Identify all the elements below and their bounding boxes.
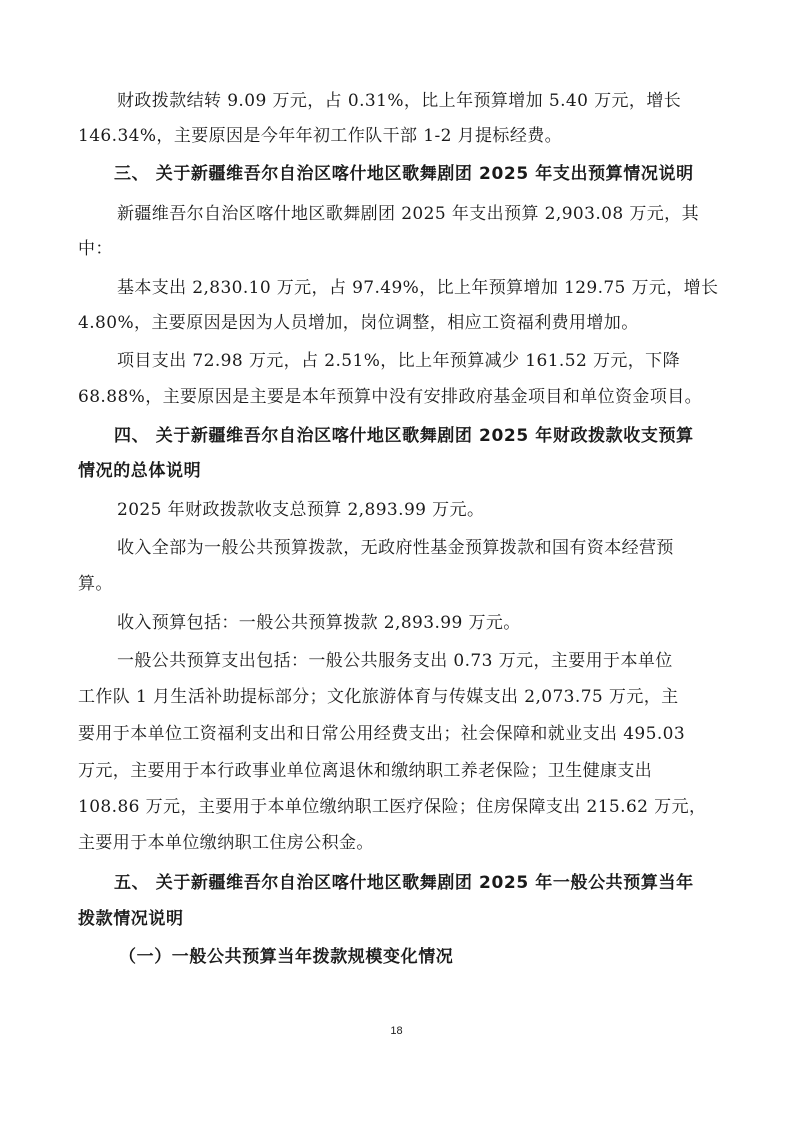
paragraph-line: 收入全部为一般公共预算拨款，无政府性基金预算拨款和国有资本经营预	[117, 538, 674, 558]
paragraph-line: 主要用于本单位缴纳职工住房公积金。	[78, 833, 374, 853]
paragraph-line: 中：	[78, 239, 113, 259]
section-heading-5: 五、 关于新疆维吾尔自治区喀什地区歌舞剧团 2025 年一般公共预算当年	[114, 873, 694, 893]
paragraph-line: 财政拨款结转 9.09 万元，占 0.31%，比上年预算增加 5.40 万元，增长	[117, 91, 682, 111]
paragraph-line: 4.80%，主要原因是因为人员增加，岗位调整，相应工资福利费用增加。	[78, 313, 639, 333]
paragraph-line: 要用于本单位工资福利支出和日常公用经费支出；社会保障和就业支出 495.03	[78, 724, 686, 744]
page-number: 18	[390, 1025, 403, 1037]
paragraph-line: 108.86 万元，主要用于本单位缴纳职工医疗保险；住房保障支出 215.62 万元，	[78, 797, 707, 817]
paragraph-line: 工作队 1 月生活补助提标部分；文化旅游体育与传媒支出 2,073.75 万元，主	[78, 687, 679, 707]
paragraph-line: 新疆维吾尔自治区喀什地区歌舞剧团 2025 年支出预算 2,903.08 万元，其	[117, 204, 699, 224]
paragraph-line: 146.34%，主要原因是今年年初工作队干部 1-2 月提标经费。	[78, 126, 563, 146]
paragraph-line: 算。	[78, 574, 113, 594]
paragraph-line: 基本支出 2,830.10 万元，占 97.49%，比上年预算增加 129.75 万元，增长	[117, 278, 719, 298]
paragraph-line: 收入预算包括：一般公共预算拨款 2,893.99 万元。	[117, 613, 521, 633]
paragraph-line: 项目支出 72.98 万元，占 2.51%，比上年预算减少 161.52 万元，下降	[117, 351, 680, 371]
section-heading-4-cont: 情况的总体说明	[78, 461, 202, 481]
subsection-heading: （一）一般公共预算当年拨款规模变化情况	[119, 947, 454, 967]
paragraph-line: 2025 年财政拨款收支总预算 2,893.99 万元。	[117, 500, 485, 520]
paragraph-line: 一般公共预算支出包括：一般公共服务支出 0.73 万元，主要用于本单位	[117, 651, 673, 671]
section-heading-5-cont: 拨款情况说明	[78, 909, 184, 929]
section-heading-3: 三、 关于新疆维吾尔自治区喀什地区歌舞剧团 2025 年支出预算情况说明	[114, 164, 694, 184]
paragraph-line: 68.88%，主要原因是主要是本年预算中没有安排政府基金项目和单位资金项目。	[78, 387, 703, 407]
paragraph-line: 万元，主要用于本行政事业单位离退休和缴纳职工养老保险；卫生健康支出	[78, 761, 653, 781]
section-heading-4: 四、 关于新疆维吾尔自治区喀什地区歌舞剧团 2025 年财政拨款收支预算	[114, 426, 694, 446]
